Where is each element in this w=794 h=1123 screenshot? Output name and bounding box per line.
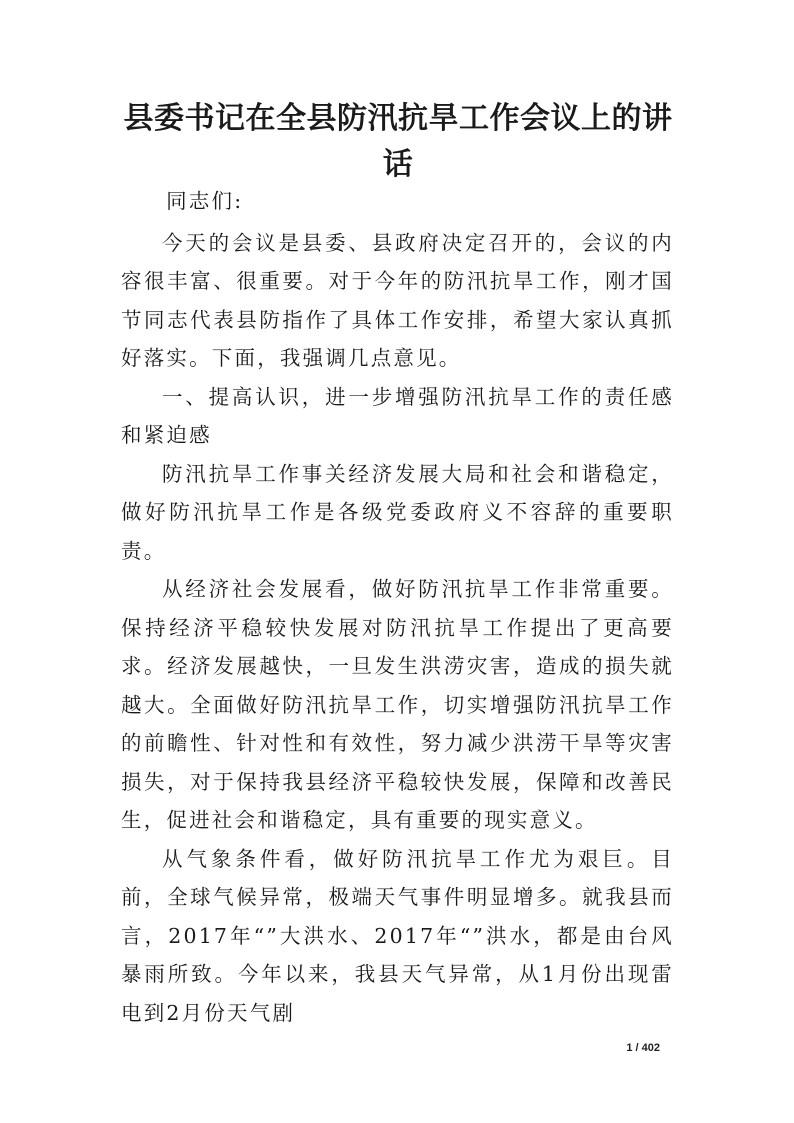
paragraph: 防汛抗旱工作事关经济发展大局和社会和谐稳定，做好防汛抗旱工作是各级党委政府义不容辞的重要职责。 bbox=[121, 461, 674, 563]
paragraph: 从气象条件看，做好防汛抗旱工作尤为艰巨。目前，全球气候异常，极端天气事件明显增多。就我县而言，2017年“”大洪水、2017年“”洪水，都是由台风暴雨所致。今年以来，我县天气异常，从1月份出现雷电到2月份天气剧 bbox=[121, 846, 674, 1025]
salutation: 同志们: bbox=[166, 189, 244, 213]
page-number: 1 / 402 bbox=[626, 1042, 660, 1054]
paragraph: 今天的会议是县委、县政府决定召开的，会议的内容很丰富、很重要。对于今年的防汛抗旱工作，刚才国节同志代表县防指作了具体工作安排，希望大家认真抓好落实。下面，我强调几点意见。 bbox=[121, 230, 674, 370]
document-body bbox=[121, 182, 674, 1032]
document-title: 县委书记在全县防汛抗旱工作会议上的讲话 bbox=[123, 101, 673, 182]
section-heading: 一、提高认识，进一步增强防汛抗旱工作的责任感和紧迫感 bbox=[121, 384, 674, 447]
paragraph: 从经济社会发展看，做好防汛抗旱工作非常重要。保持经济平稳较快发展对防汛抗旱工作提出了更高要求。经济发展越快，一旦发生洪涝灾害，造成的损失就越大。全面做好防汛抗旱工作，切实增强防汛抗旱工作的前瞻性、针对性和有效性，努力减少洪涝干旱等灾害损失，对于保持我县经济平稳较快发展，保障和改善民生，促进社会和谐稳定，具有重要的现实意义。 bbox=[121, 577, 674, 832]
